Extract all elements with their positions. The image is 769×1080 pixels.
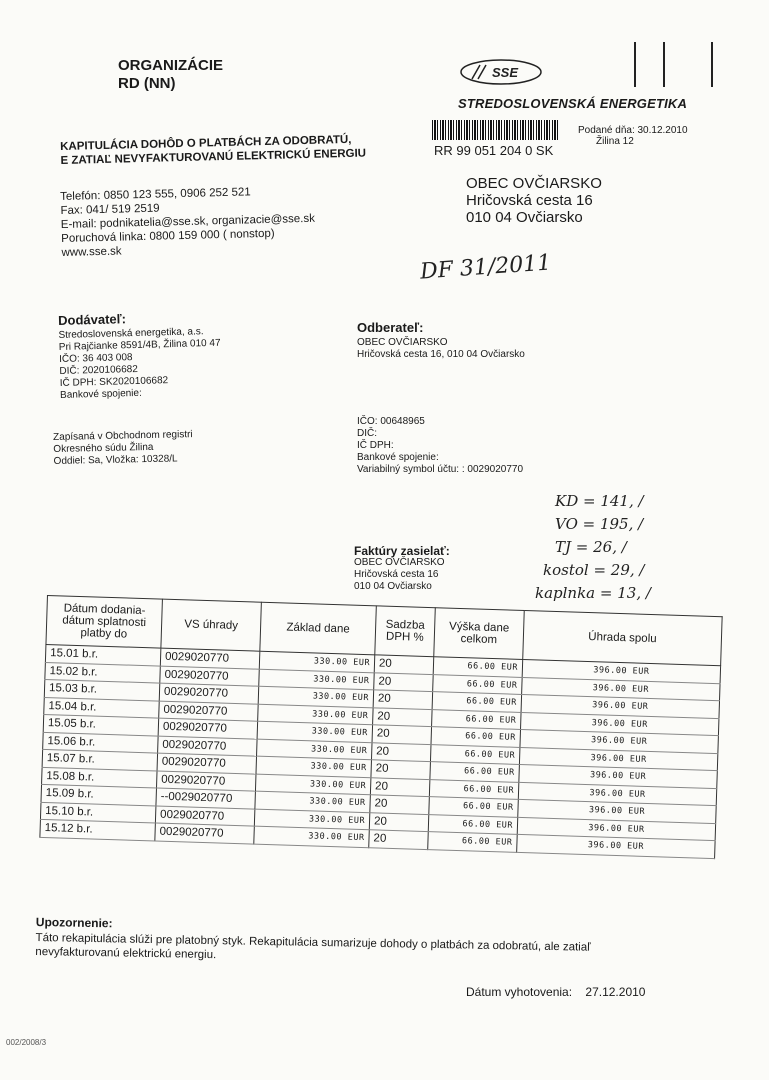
company-name: STREDOSLOVENSKÁ ENERGETIKA — [458, 96, 688, 111]
registry-line-1: Zapísaná v Obchodnom registri — [53, 429, 193, 443]
buyer-dic: DIČ: — [357, 428, 377, 439]
notice-text: Táto rekapitulácia slúži pre platobný styk. Rekapitulácia sumarizuje dohody o platbách za odobratú, ale zatiaľ nevyfakturovanú elektrickú energiu. — [35, 931, 591, 962]
handwritten-tally — [535, 490, 651, 605]
cell-tax: 66.00 EUR — [430, 762, 520, 782]
title-line-1: KAPITULÁCIA DOHÔD O PLATBÁCH ZA ODOBRATÚ, — [60, 133, 352, 153]
website: www.sse.sk — [61, 245, 122, 259]
cell-vs: 0029020770 — [158, 736, 258, 757]
cell-rate: 20 — [373, 707, 433, 726]
cell-base: 330.00 EUR — [258, 686, 373, 707]
cell-tax: 66.00 EUR — [431, 727, 521, 747]
recipient-street: Hričovská cesta 16 — [466, 192, 593, 209]
issue-date — [466, 985, 645, 999]
cell-vs: 0029020770 — [159, 701, 259, 722]
cell-tax: 66.00 EUR — [428, 832, 518, 852]
cell-tax: 66.00 EUR — [428, 814, 518, 834]
supplier-bank: Bankové spojenie: — [59, 387, 142, 401]
buyer-ids — [357, 416, 523, 476]
supplier-block — [58, 311, 222, 402]
invoices-to-name: OBEC OVČIARSKO — [354, 557, 445, 568]
col-rate-header: Sadzba DPH % — [375, 606, 436, 657]
supplier-heading: Dodávateľ: — [57, 311, 127, 328]
buyer-bank: Bankové spojenie: — [357, 452, 439, 463]
cell-date: 15.04 b.r. — [44, 697, 159, 718]
cell-tax: 66.00 EUR — [433, 674, 523, 694]
notice-block — [35, 915, 636, 969]
recipient-city: 010 04 Ovčiarsko — [466, 209, 583, 226]
cell-tax: 66.00 EUR — [433, 657, 523, 677]
cell-total: 396.00 EUR — [519, 747, 717, 771]
cell-base: 330.00 EUR — [255, 774, 370, 795]
phone: Telefón: 0850 123 555, 0906 252 521 — [60, 186, 251, 203]
logo-text: SSE — [492, 65, 519, 80]
supplier-dic: DIČ: 2020106682 — [59, 363, 139, 377]
registry-line-3: Oddiel: Sa, Vložka: 10328/L — [53, 453, 178, 467]
tally-tj: TJ = 26, / — [555, 538, 627, 556]
col-base-header: Základ dane — [260, 602, 376, 655]
cell-base: 330.00 EUR — [259, 669, 374, 690]
buyer-ic-dph: IČ DPH: — [357, 440, 394, 451]
registry-block — [53, 429, 193, 468]
cell-tax: 66.00 EUR — [429, 797, 519, 817]
supplier-name: Stredoslovenská energetika, a.s. — [58, 326, 204, 341]
hotline: Poruchová linka: 0800 159 000 ( nonstop) — [61, 227, 275, 245]
col-tax-header: Výška dane celkom — [434, 608, 524, 660]
supplier-ic-dph: IČ DPH: SK2020106682 — [59, 375, 169, 389]
col-date-header: Dátum dodania-dátum splatnosti platby do — [46, 596, 162, 649]
supplier-ico: IČO: 36 403 008 — [59, 352, 133, 365]
invoices-to-city: 010 04 Ovčiarsko — [354, 581, 432, 592]
cell-total: 396.00 EUR — [522, 677, 720, 701]
cell-rate: 20 — [369, 830, 429, 849]
cell-date: 15.05 b.r. — [43, 714, 158, 735]
cell-vs: --0029020770 — [156, 788, 256, 809]
col-vs-header: VS úhrady — [161, 599, 261, 651]
cell-total: 396.00 EUR — [519, 764, 717, 788]
barcode-number: RR 99 051 204 0 SK — [434, 143, 554, 158]
buyer-ico: IČO: 00648965 — [357, 416, 425, 427]
cell-tax: 66.00 EUR — [432, 692, 522, 712]
document-title — [60, 133, 366, 168]
contact-block — [60, 184, 316, 260]
supplier-address: Pri Rajčianke 8591/4B, Žilina 010 47 — [58, 337, 221, 353]
cell-rate: 20 — [374, 672, 434, 691]
cell-base: 330.00 EUR — [254, 809, 369, 830]
fax: Fax: 041/ 519 2519 — [60, 202, 160, 217]
cell-date: 15.07 b.r. — [42, 749, 157, 770]
invoices-to-street: Hričovská cesta 16 — [354, 569, 439, 580]
recipient-name: OBEC OVČIARSKO — [466, 175, 602, 192]
cell-vs: 0029020770 — [155, 823, 255, 844]
buyer-heading: Odberateľ: — [357, 320, 424, 335]
tally-kostol: kostol = 29, / — [543, 561, 645, 579]
cell-rate: 20 — [370, 777, 430, 796]
cell-base: 330.00 EUR — [256, 756, 371, 777]
cell-total: 396.00 EUR — [522, 659, 720, 683]
issue-date-value: 27.12.2010 — [585, 985, 646, 999]
issue-date-label: Dátum vyhotovenia: — [466, 985, 573, 999]
cell-total: 396.00 EUR — [521, 694, 719, 718]
cell-rate: 20 — [371, 742, 431, 761]
registry-line-2: Okresného súdu Žilina — [53, 441, 154, 455]
cell-vs: 0029020770 — [158, 718, 258, 739]
sse-logo-icon — [458, 57, 544, 87]
buyer-name: OBEC OVČIARSKO — [357, 337, 448, 348]
cell-tax: 66.00 EUR — [432, 709, 522, 729]
cell-vs: 0029020770 — [160, 648, 260, 669]
cell-date: 15.01 b.r. — [45, 644, 160, 665]
organization-header — [118, 57, 223, 93]
cell-base: 330.00 EUR — [257, 721, 372, 742]
invoices-to-heading: Faktúry zasielať: — [354, 544, 450, 558]
cell-rate: 20 — [369, 812, 429, 831]
notice-heading: Upozornenie: — [35, 915, 113, 931]
footer-code: 002/2008/3 — [6, 1038, 47, 1047]
cell-rate: 20 — [374, 655, 434, 674]
title-line-2: E ZATIAĽ NEVYFAKTUROVANÚ ELEKTRICKÚ ENERGIU — [60, 147, 367, 167]
cell-tax: 66.00 EUR — [429, 779, 519, 799]
cell-base: 330.00 EUR — [259, 651, 374, 672]
invoices-to-block — [354, 545, 450, 593]
barcode — [432, 120, 560, 140]
cell-vs: 0029020770 — [160, 666, 260, 687]
payments-table — [38, 595, 722, 891]
tally-kaplnka: kaplnka = 13, / — [535, 584, 651, 602]
cell-date: 15.10 b.r. — [40, 802, 155, 823]
tally-kd: KD = 141, / — [555, 492, 644, 510]
cell-date: 15.06 b.r. — [43, 732, 158, 753]
cell-rate: 20 — [373, 690, 433, 709]
cell-tax: 66.00 EUR — [430, 744, 520, 764]
cell-total: 396.00 EUR — [517, 817, 715, 841]
cell-rate: 20 — [370, 795, 430, 814]
cell-date: 15.02 b.r. — [45, 662, 160, 683]
cell-date: 15.09 b.r. — [41, 784, 156, 805]
cell-vs: 0029020770 — [159, 683, 259, 704]
submitted-date: Podané dňa: 30.12.2010 — [578, 125, 688, 136]
cell-total: 396.00 EUR — [521, 712, 719, 736]
cell-total: 396.00 EUR — [518, 782, 716, 806]
col-total-header: Úhrada spolu — [523, 610, 722, 665]
cell-vs: 0029020770 — [157, 753, 257, 774]
submitted-place: Žilina 12 — [596, 136, 634, 147]
cell-date: 15.03 b.r. — [44, 679, 159, 700]
cell-rate: 20 — [371, 760, 431, 779]
org-line-1: ORGANIZÁCIE — [118, 57, 223, 74]
recipient-address — [466, 175, 602, 226]
cell-vs: 0029020770 — [156, 771, 256, 792]
cell-date: 15.08 b.r. — [42, 767, 157, 788]
cell-base: 330.00 EUR — [254, 826, 369, 847]
tally-vo: VO = 195, / — [555, 515, 644, 533]
buyer-variable-symbol: Variabilný symbol účtu: : 0029020770 — [357, 464, 524, 475]
cell-total: 396.00 EUR — [520, 729, 718, 753]
cell-date: 15.12 b.r. — [40, 819, 155, 840]
org-line-2: RD (NN) — [118, 75, 176, 92]
postal-stamp — [578, 125, 688, 147]
cell-vs: 0029020770 — [155, 806, 255, 827]
buyer-block — [357, 322, 525, 361]
email: E-mail: podnikatelia@sse.sk, organizacie@sse.sk — [60, 212, 316, 231]
cell-base: 330.00 EUR — [258, 704, 373, 725]
handwritten-df-note: DF 31/2011 — [419, 250, 553, 285]
cell-base: 330.00 EUR — [257, 739, 372, 760]
buyer-address: Hričovská cesta 16, 010 04 Ovčiarsko — [357, 349, 525, 360]
cell-base: 330.00 EUR — [255, 791, 370, 812]
cell-total: 396.00 EUR — [518, 799, 716, 823]
cell-total: 396.00 EUR — [517, 834, 715, 858]
cell-rate: 20 — [372, 725, 432, 744]
